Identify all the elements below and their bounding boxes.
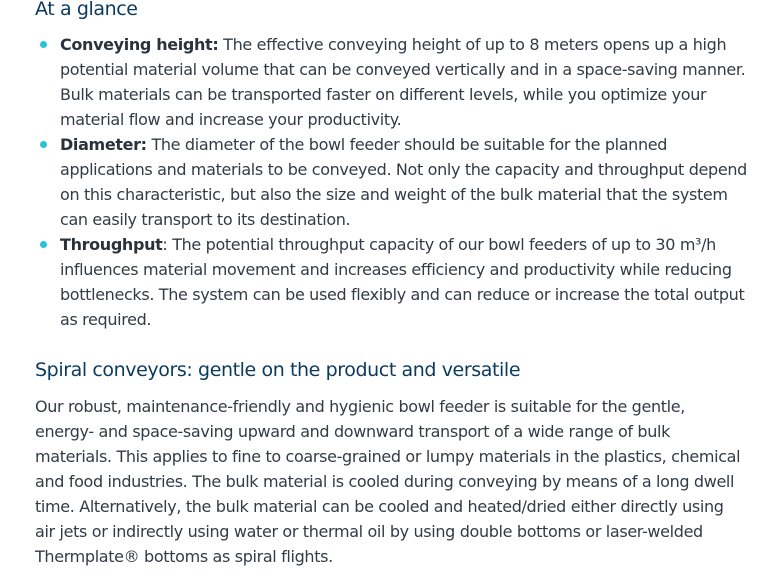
term-description: The diameter of the bowl feeder should be suitable for the planned applications and materials to be conveyed. Not only the capacity and throughput depend on this characteristic, but also the size and weight of the bulk material that the system can easily transport to its destination. (60, 135, 747, 229)
spiral-conveyors-heading: Spiral conveyors: gentle on the product and versatile (35, 359, 521, 381)
term-label: Diameter: (60, 135, 147, 154)
list-item-diameter (35, 132, 747, 232)
at-a-glance-heading: At a glance (35, 0, 138, 20)
features-list (35, 32, 747, 332)
list-item-throughput (35, 232, 747, 332)
term-description: : The potential throughput capacity of our bowl feeders of up to 30 m³/h influences material movement and increases efficiency and productivity while reducing bottlenecks. The system can be used flexibly and can reduce or increase the total output as required. (60, 235, 745, 329)
bullet-icon (40, 141, 47, 148)
term-label: Throughput (60, 235, 163, 254)
spiral-conveyors-paragraph: Our robust, maintenance-friendly and hygienic bowl feeder is suitable for the gentle, energy- and space-saving upward and downward transport of a wide range of bulk materials. This applies to fine to coarse-grained or lumpy materials in the plastics, chemical and food industries. The bulk material is cooled during conveying by means of a long dwell time. Alternatively, the bulk material can be cooled and heated/dried either directly using air jets or indirectly using water or thermal oil by using double bottoms or laser-welded Thermplate® bottoms as spiral flights. (35, 397, 741, 566)
bullet-icon (40, 41, 47, 48)
bullet-icon (40, 241, 47, 248)
term-description: The effective conveying height of up to 8 meters opens up a high potential material volume that can be conveyed vertically and in a space-saving manner. Bulk materials can be transported faster on different levels, while you optimize your material flow and increase your productivity. (60, 35, 746, 129)
term-label: Conveying height: (60, 35, 219, 54)
list-item-conveying-height (35, 32, 747, 132)
